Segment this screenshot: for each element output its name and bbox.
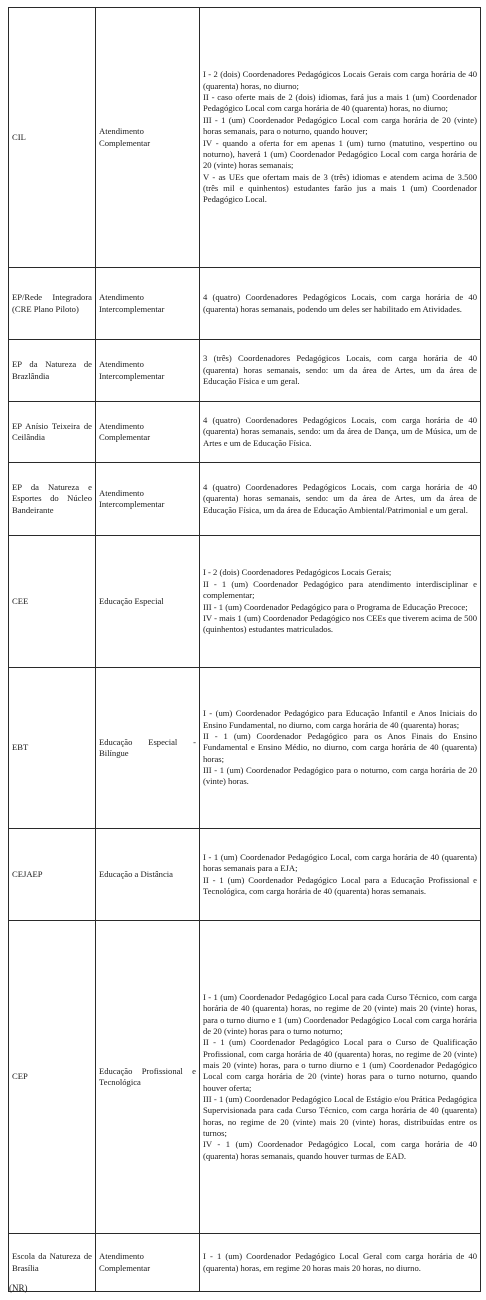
description-cell — [200, 268, 481, 340]
description-item: IV - quando a oferta for em apenas 1 (um) turno (matutino, vespertino ou noturno), haverá 1 (um) Coordenador Pedagógico Local com carga horária de 20 (vinte) horas semanais; — [203, 137, 477, 171]
unit-cell: CEP — [9, 921, 96, 1234]
service-cell: Atendimento Intercomplementar — [96, 340, 200, 402]
table-row — [9, 8, 481, 268]
table-row — [9, 340, 481, 402]
unit-cell: Escola da Natureza de Brasília — [9, 1234, 96, 1292]
table-row — [9, 402, 481, 463]
description-item: I - 1 (um) Coordenador Pedagógico Local, com carga horária de 40 (quarenta) horas semanais para a EJA; — [203, 851, 477, 874]
unit-cell: CEJAEP — [9, 829, 96, 921]
description-item: I - 1 (um) Coordenador Pedagógico Local para cada Curso Técnico, com carga horária de 40 (quarenta) horas, no regime de 20 (vinte) mais 20 (vinte) horas, para o turno diurno e 1 (um) Coordenador Pedagógico Local com carga horária de 20 (vinte) horas para o turno noturno; — [203, 991, 477, 1036]
description-item: 3 (três) Coordenadores Pedagógicos Locais, com carga horária de 40 (quarenta) horas semanais, sendo: um da área de Artes, um da área de Educação Física e um geral. — [203, 353, 477, 387]
table-row — [9, 668, 481, 829]
service-cell: Atendimento Intercomplementar — [96, 268, 200, 340]
description-item: I - 2 (dois) Coordenadores Pedagógicos Locais Gerais; — [203, 567, 392, 578]
description-item: II - 1 (um) Coordenador Pedagógico Local para o Curso de Qualificação Profissional, com carga horária de 40 (quarenta) horas, no regime de 20 (vinte) mais 20 (vinte) horas, para o turno diurno e 1 (um) Coordenador Pedagógico Local com carga horária de 20 (vinte) horas para o turno noturno, quando houver oferta; — [203, 1037, 477, 1093]
service-cell: Atendimento Complementar — [96, 1234, 200, 1292]
service-cell: Atendimento Complementar — [96, 8, 200, 268]
unit-cell: CIL — [9, 8, 96, 268]
table-row — [9, 463, 481, 536]
description-cell — [200, 668, 481, 829]
description-cell — [200, 402, 481, 463]
description-cell — [200, 463, 481, 536]
unit-cell: EP Anísio Teixeira de Ceilândia — [9, 402, 96, 463]
description-item: 4 (quatro) Coordenadores Pedagógicos Locais, com carga horária de 40 (quarenta) horas semanais, sendo: um da área de Artes, um da área de Educação Física, um da área de Educação Ambiental/Patrimonial e um geral. — [203, 481, 477, 515]
table-row — [9, 268, 481, 340]
table-body — [9, 8, 481, 1292]
description-cell — [200, 829, 481, 921]
service-cell: Atendimento Complementar — [96, 402, 200, 463]
description-item: II - 1 (um) Coordenador Pedagógico para atendimento interdisciplinar e complementar; — [203, 578, 477, 601]
service-cell: Educação Profissional e Tecnológica — [96, 921, 200, 1234]
footnote: (NR) — [9, 1283, 28, 1293]
service-cell: Educação a Distância — [96, 829, 200, 921]
table-row — [9, 921, 481, 1234]
unit-cell: EP da Natureza de Brazlândia — [9, 340, 96, 402]
description-cell — [200, 536, 481, 668]
description-item: I - (um) Coordenador Pedagógico para Educação Infantil e Anos Iniciais do Ensino Fundamental, no diurno, com carga horária de 40 (quarenta) horas; — [203, 708, 477, 730]
service-cell: Atendimento Intercomplementar — [96, 463, 200, 536]
description-item: II - 1 (um) Coordenador Pedagógico Local para a Educação Profissional e Tecnológica, com carga horária de 40 (quarenta) horas semanais. — [203, 874, 477, 896]
description-cell — [200, 1234, 481, 1292]
description-item: III - 1 (um) Coordenador Pedagógico Local de Estágio e/ou Prática Pedagógica Supervisionada para cada Curso Técnico, com carga horária de 40 (quarenta) horas, no regime de 20 (vinte) mais 20 (vinte) horas, distribuídas entre os turnos; — [203, 1094, 477, 1139]
description-item: III - 1 (um) Coordenador Pedagógico para o Programa de Educação Precoce; — [203, 601, 468, 612]
description-item: I - 2 (dois) Coordenadores Pedagógicos Locais Gerais com carga horária de 40 (quarenta) horas, no diurno; — [203, 69, 477, 91]
unit-cell: EP da Natureza e Esportes do Núcleo Bandeirante — [9, 463, 96, 536]
table-row — [9, 536, 481, 668]
description-item: II - caso oferte mais de 2 (dois) idiomas, fará jus a mais 1 (um) Coordenador Pedagógico Local com carga horária de 40 (quarenta) horas, no diurno; — [203, 92, 477, 114]
description-item: IV - mais 1 (um) Coordenador Pedagógico nos CEEs que tiverem acima de 500 (quinhentos) estudantes matriculados. — [203, 612, 477, 635]
table-row — [9, 829, 481, 921]
coordinators-table — [8, 7, 481, 1292]
service-cell: Educação Especial - Bilíngue — [96, 668, 200, 829]
description-item: V - as UEs que ofertam mais de 3 (três) idiomas e atendem acima de 3.500 (três mil e quinhentos) estudantes farão jus a mais 1 (um) Coordenador Pedagógico Local. — [203, 171, 477, 205]
table-row — [9, 1234, 481, 1292]
description-cell — [200, 921, 481, 1234]
description-item: III - 1 (um) Coordenador Pedagógico Local com carga horária de 20 (vinte) horas semanais, para o noturno, quando houver; — [203, 114, 477, 137]
unit-cell: EBT — [9, 668, 96, 829]
description-item: 4 (quatro) Coordenadores Pedagógicos Locais, com carga horária de 40 (quarenta) horas semanais, podendo um deles ser habilitado em Atividades. — [203, 292, 477, 314]
unit-cell: EP/Rede Integradora (CRE Plano Piloto) — [9, 268, 96, 340]
description-item: III - 1 (um) Coordenador Pedagógico para o noturno, com carga horária de 20 (vinte) horas. — [203, 765, 477, 787]
description-item: II - 1 (um) Coordenador Pedagógico para os Anos Finais do Ensino Fundamental e Ensino Médio, no diurno, com carga horária de 40 (quarenta) horas; — [203, 730, 477, 764]
description-cell — [200, 340, 481, 402]
description-cell — [200, 8, 481, 268]
unit-cell: CEE — [9, 536, 96, 668]
description-item: 4 (quatro) Coordenadores Pedagógicos Locais, com carga horária de 40 (quarenta) horas semanais, sendo: um da área de Dança, um de Música, um de Artes e um de Educação Física. — [203, 414, 477, 448]
description-item: IV - 1 (um) Coordenador Pedagógico Local, com carga horária de 40 (quarenta) horas semanais, quando houver turmas de EAD. — [203, 1139, 477, 1161]
description-item: I - 1 (um) Coordenador Pedagógico Local Geral com carga horária de 40 (quarenta) horas, em regime 20 horas mais 20 horas, no diurno. — [203, 1251, 477, 1273]
service-cell: Educação Especial — [96, 536, 200, 668]
